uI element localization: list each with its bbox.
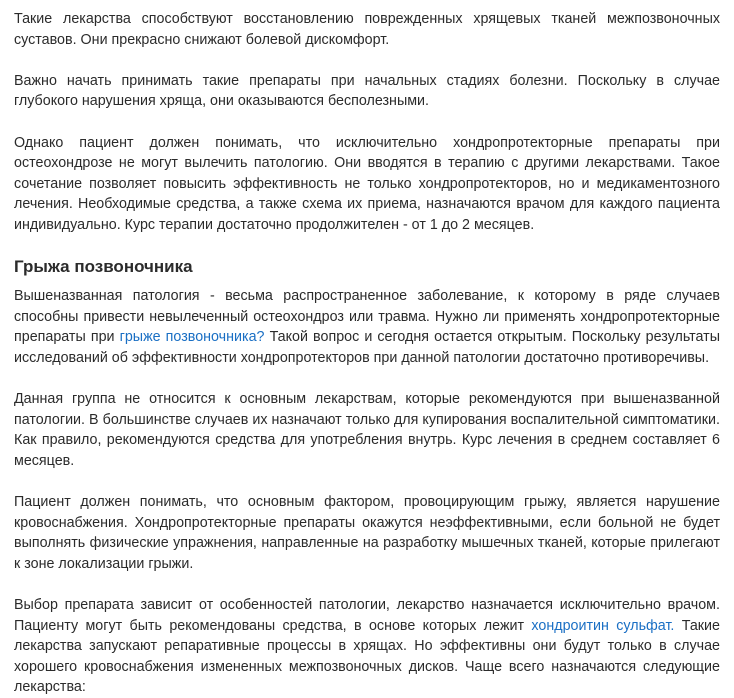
paragraph-not-main-drugs: Данная группа не относится к основным лекарствам, которые рекомендуются при вышеназванной патологии. В большинстве случаев их назначают только для купирования воспалительной симптоматики. Как правило, рекомендуются средства для употребления внутрь. Курс лечения в среднем составляет 6 месяцев. xyxy=(14,391,720,469)
paragraph-drug-choice xyxy=(14,595,720,698)
paragraph-text: Выбор препарата зависит от особенностей патологии, лекарство назначается исключительно врачом. Пациенту могут быть рекомендованы средства, в основе которых лежит xyxy=(14,597,720,634)
paragraph-combined-therapy: Однако пациент должен понимать, что исключительно хондропротекторные препараты при остеохондрозе не могут вылечить патологию. Они вводятся в терапию с другими лекарствами. Такое сочетание позволяет повысить эффективность не только хондропротекторов, но и медикаментозного лечения. Необходимые средства, а также схема их приема, назначаются врачом для каждого пациента индивидуально. Курс терапии достаточно продолжителен - от 1 до 2 месяцев. xyxy=(14,134,720,233)
section-heading-spinal-hernia: Грыжа позвоночника xyxy=(14,257,193,277)
link-chondroitin-sulfate[interactable]: хондроитин сульфат. xyxy=(531,617,675,634)
link-spinal-hernia[interactable]: грыже позвоночника? xyxy=(119,329,265,346)
paragraph-blood-supply: Пациент должен понимать, что основным фактором, провоцирующим грыжу, является нарушение кровоснабжения. Хондропротекторные препараты окажутся неэффективными, если больной не будет выполнять физические упражнения, направленные на разработку мышечных тканей, которые прилегают к зоне локализации грыжи. xyxy=(14,494,720,572)
paragraph-text: Такие лекарства запускают репаративные процессы в хрящах. Но эффективны они будут только в случае хорошего кровоснабжения измененных межпозвоночных дисков. Чаще всего назначаются следующие лекарства: xyxy=(14,617,720,696)
paragraph-text: Такой вопрос и сегодня остается открытым. Поскольку результаты исследований об эффективности хондропротекторов при данной патологии достаточно противоречивы. xyxy=(14,329,720,366)
paragraph-early-treatment: Важно начать принимать такие препараты при начальных стадиях болезни. Поскольку в случае глубокого нарушения хряща, они оказываются бесполезными. xyxy=(14,72,720,110)
paragraph-cartilage-restoration: Такие лекарства способствуют восстановлению поврежденных хрящевых тканей межпозвоночных суставов. Они прекрасно снижают болевой дискомфорт. xyxy=(14,11,720,48)
paragraph-text: Вышеназванная патология - весьма распространенное заболевание, к которому в ряде случаев способны привести невылеченный остеохондроз или травма. Нужно ли применять хондропротекторные препараты при xyxy=(14,288,720,346)
paragraph-hernia-intro xyxy=(14,286,720,368)
